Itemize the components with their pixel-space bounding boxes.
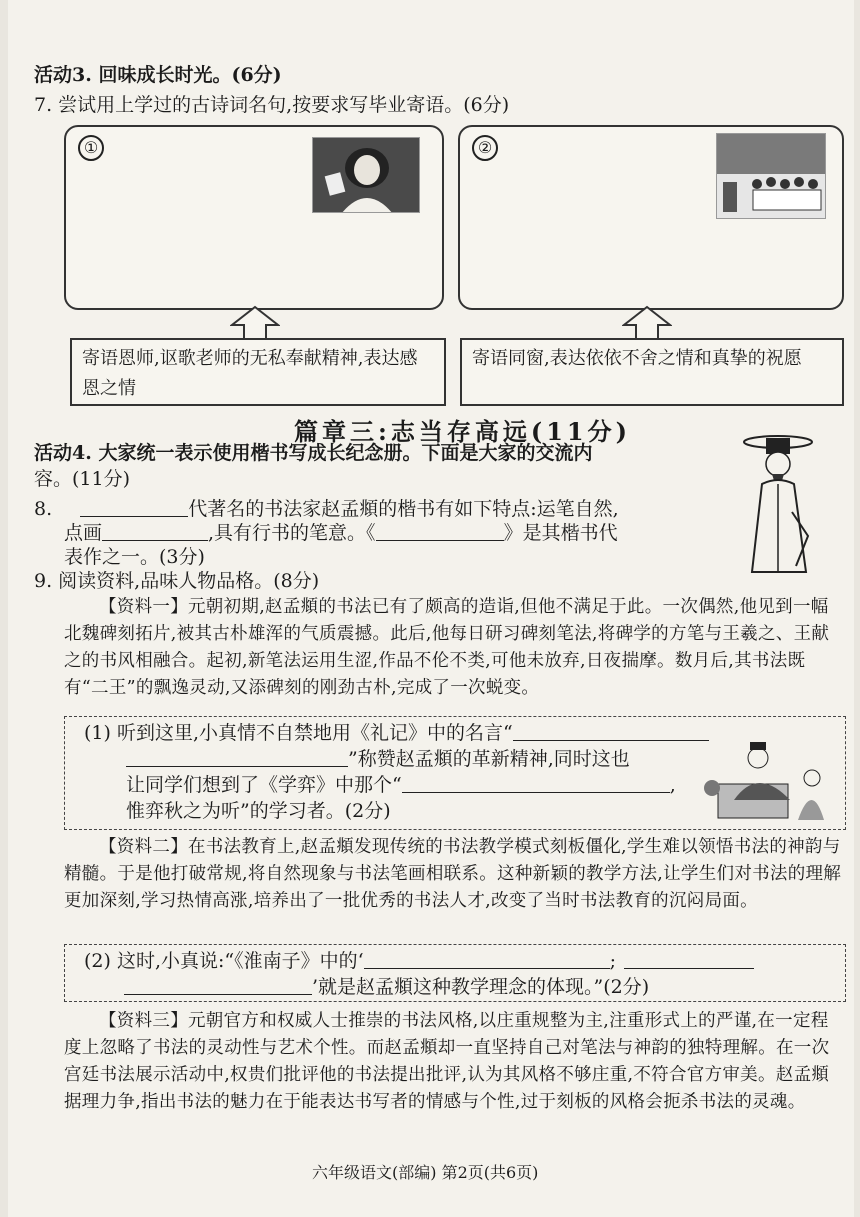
activity3-title: 活动3. 回味成长时光。(6分)	[34, 64, 282, 86]
answer-box-1[interactable]	[64, 125, 444, 310]
material-3: 【资料三】元朝官方和权威人士推崇的书法风格,以庄重规整为主,注重形式上的严谨,在一定程度上忽略了书法的灵动性与艺术个性。而赵孟頫却一直坚持自己对笔法与神韵的独特理解。在一次宫廷书法展示活动中,权贵们批评他的书法提出批评,认为其风格不够庄重,不符合官方审美。赵孟頫据理力争,指出书法的魅力在于能表达书写者的情感与个性,过于刻板的风格会扼杀书法的灵魂。	[64, 1011, 830, 1112]
work-title-blank[interactable]	[376, 521, 504, 541]
question8-line1	[34, 496, 619, 522]
box-number-1: ①	[78, 135, 104, 161]
classmates-illustration	[716, 133, 826, 219]
sub-question-1-line3	[126, 772, 676, 798]
sub1-line3-text: 让同学们想到了《学弈》中那个“	[126, 774, 402, 796]
sub2-line2-text: ’就是赵孟頫这种教学理念的体现。”(2分)	[312, 976, 650, 998]
question9-text: 9. 阅读资料,品味人物品格。(8分)	[34, 570, 320, 592]
callout-teacher: 寄语恩师,讴歌老师的无私奉献精神,表达感恩之情	[70, 338, 446, 406]
liji-quote-blank-a[interactable]	[513, 721, 709, 741]
material-2: 【资料二】在书法教育上,赵孟頫发现传统的书法教学模式刻板僵化,学生难以领悟书法的神韵与精髓。于是他打破常规,将自然现象与书法笔画相联系。这种新颖的教学方法,让学生们对书法的理解更加深刻,学习热情高涨,培养出了一批优秀的书法人才,改变了当时书法教育的沉闷局面。	[64, 837, 842, 911]
question8-number: 8.	[34, 498, 53, 520]
sub1-line2-text: ”称赞赵孟頫的革新精神,同时这也	[348, 748, 630, 770]
question8-line2	[64, 520, 618, 546]
answer-box-2[interactable]	[458, 125, 844, 310]
page-footer: 六年级语文(部编) 第2页(共6页)	[312, 1163, 539, 1182]
section3-title: 篇章三:志当存高远(11分)	[294, 417, 631, 446]
huainanzi-quote-blank-a[interactable]	[364, 949, 610, 969]
material-1: 【资料一】元朝初期,赵孟頫的书法已有了颇高的造诣,但他不满足于此。一次偶然,他见到一幅北魏碑刻拓片,被其古朴雄浑的气质震撼。此后,他每日研习碑刻笔法,将碑学的方笔与王羲之、王献之的书风相融合。起初,新笔法运用生涩,作品不伦不类,可他未放弃,日夜揣摩。数月后,其书法既有“二王”的飘逸灵动,又添碑刻的刚劲古朴,完成了一次蜕变。	[64, 597, 830, 698]
sub-question-1-line2	[126, 746, 630, 772]
question8-line3: 表作之一。(3分)	[64, 546, 205, 568]
sub-question-2-line1	[84, 948, 754, 974]
sub2-line1-text: (2) 这时,小真说:“《淮南子》中的‘	[84, 950, 364, 972]
question8-line2-suffix: 》是其楷书代	[503, 522, 618, 544]
sub-question-1-line1	[84, 720, 709, 746]
question7-text: 7. 尝试用上学过的古诗词名句,按要求写毕业寄语。(6分)	[34, 94, 510, 116]
activity4-line2: 容。(11分)	[34, 468, 131, 490]
go-players-illustration	[698, 740, 828, 824]
activity4-line1	[34, 440, 592, 466]
box-number-2: ②	[472, 135, 498, 161]
exam-page	[8, 0, 854, 1217]
dynasty-blank[interactable]	[80, 497, 188, 517]
stroke-blank[interactable]	[102, 521, 208, 541]
huainanzi-quote-blank-b[interactable]	[624, 949, 754, 969]
sub2-semicolon: ;	[609, 950, 617, 972]
sub1-line3-end: ,	[669, 774, 676, 796]
xueyi-quote-blank[interactable]	[402, 773, 670, 793]
scholar-illustration	[726, 432, 830, 574]
question8-line2-prefix: 点画	[64, 522, 103, 544]
liji-quote-blank-b[interactable]	[126, 747, 348, 767]
activity4-text: 活动4. 大家统一表示使用楷书写成长纪念册。下面是大家的交流内	[34, 442, 593, 464]
question8-line1-text: 代著名的书法家赵孟頫的楷书有如下特点:运笔自然,	[188, 498, 619, 520]
callout-classmates: 寄语同窗,表达依依不舍之情和真挚的祝愿	[460, 338, 844, 406]
question8-line2-mid: ,具有行书的笔意。《	[208, 522, 376, 544]
sub-question-2-line2	[124, 974, 649, 1000]
teacher-illustration	[312, 137, 420, 213]
sub-question-1-line4: 惟弈秋之为听”的学习者。(2分)	[126, 800, 391, 822]
huainanzi-quote-blank-c[interactable]	[124, 975, 312, 995]
sub1-line1-text: (1) 听到这里,小真情不自禁地用《礼记》中的名言“	[84, 722, 513, 744]
